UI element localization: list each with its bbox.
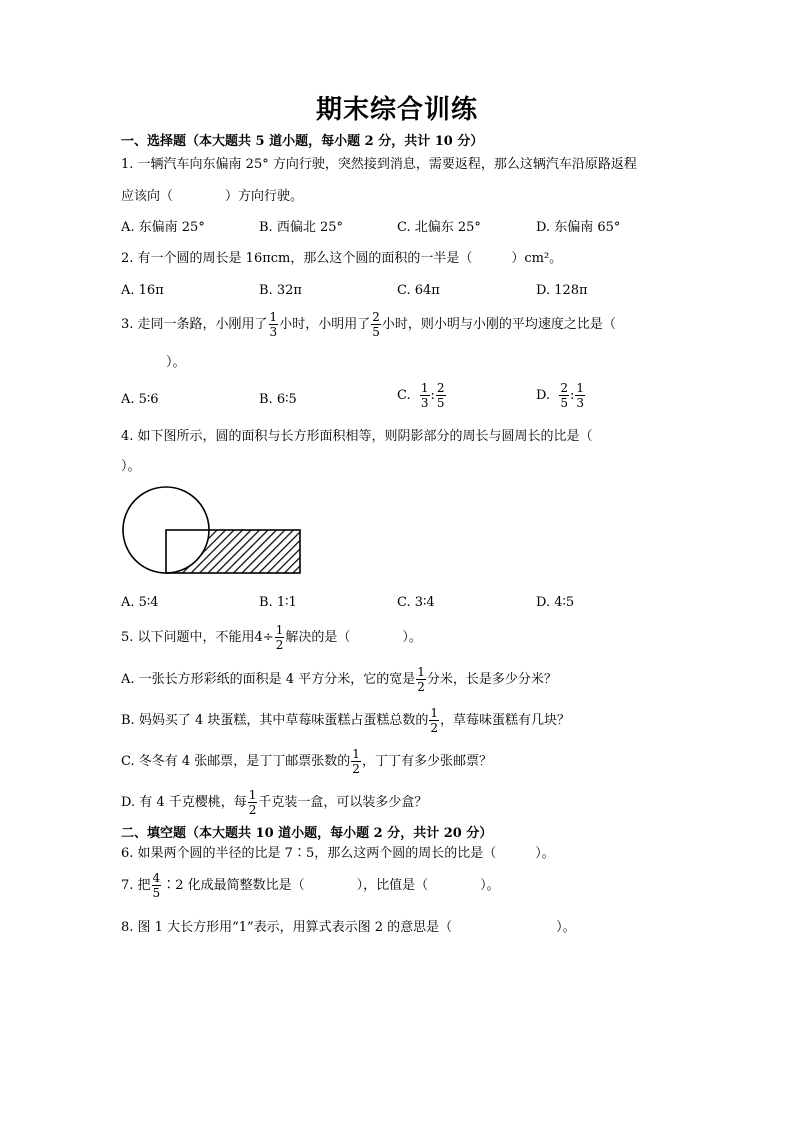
question-4-option-c: C. 3∶4	[397, 595, 435, 610]
fraction-one-half: $\frac{1}{2}$	[275, 623, 284, 652]
question-5-option-b: B. 妈妈买了 4 块蛋糕，其中草莓味蛋糕占蛋糕总数的 $\frac{1}{2}$ ，草莓味蛋糕有几块？	[121, 706, 571, 735]
question-4-line-2: ）。	[121, 459, 141, 474]
question-4-option-a: A. 5∶4	[121, 595, 159, 610]
question-2-option-d: D. 128π	[536, 283, 588, 298]
question-5-option-c: C. 冬冬有 4 张邮票，是丁丁邮票张数的 $\frac{1}{2}$ ，丁丁有多少张邮票？	[121, 747, 492, 776]
fraction-four-fifths: $\frac{4}{5}$	[152, 871, 161, 900]
section-1-heading: 一、选择题（本大题共 5 道小题，每小题 2 分，共计 10 分）	[121, 134, 484, 149]
question-1-option-c: C. 北偏东 25°	[397, 220, 481, 235]
question-3-prefix: 3. 走同一条路，小刚用了	[121, 317, 268, 332]
question-8-text: 8. 图 1 大长方形用“1”表示，用算式表示图 2 的意思是（ ）。	[121, 920, 576, 935]
question-3-option-b: B. 6∶5	[259, 392, 297, 407]
question-2-option-b: B. 32π	[259, 283, 302, 298]
question-7-text: 7. 把 $\frac{4}{5}$ ∶2 化成最简整数比是（ ），比值是（ ）。	[121, 871, 500, 900]
page-title: 期末综合训练	[315, 95, 478, 125]
question-1-option-b: B. 西偏北 25°	[259, 220, 343, 235]
question-1-option-a: A. 东偏南 25°	[121, 220, 205, 235]
question-3-option-a: A. 5∶6	[121, 392, 159, 407]
question-1-line-1: 1. 一辆汽车向东偏南 25° 方向行驶，突然接到消息，需要返程，那么这辆汽车沿原路返程	[121, 157, 637, 172]
question-4-option-b: B. 1∶1	[259, 595, 297, 610]
question-3-line-1	[121, 311, 616, 338]
question-5-text: 5. 以下问题中，不能用4÷ $\frac{1}{2}$ 解决的是（ ）。	[121, 623, 422, 652]
question-4-line-1: 4. 如下图所示，圆的面积与长方形面积相等，则阴影部分的周长与圆周长的比是（	[121, 429, 593, 444]
fraction-one-third: $\frac{1}{3}$	[269, 310, 278, 339]
question-5-option-d: D. 有 4 千克樱桃，每 $\frac{1}{2}$ 千克装一盒，可以装多少盒？	[121, 788, 428, 817]
question-2-option-c: C. 64π	[397, 283, 440, 298]
question-3-line-2: ）。	[140, 355, 186, 370]
question-3-option-c: C. $\frac{1}{3}$ : $\frac{2}{5}$	[397, 381, 445, 410]
question-3-suffix: 小时，则小明与小刚的平均速度之比是（	[381, 317, 616, 332]
circle-rectangle-figure	[118, 484, 308, 580]
question-2-text: 2. 有一个圆的周长是 16πcm，那么这个圆的面积的一半是（ ）cm²。	[121, 251, 563, 266]
question-1-line-2: 应该向（ ）方向行驶。	[121, 189, 304, 204]
question-6-text: 6. 如果两个圆的半径的比是 7∶5，那么这两个圆的周长的比是（ ）。	[121, 846, 555, 861]
question-3-middle: 小时，小明用了	[279, 317, 371, 332]
question-4-option-d: D. 4∶5	[536, 595, 575, 610]
question-2-option-a: A. 16π	[121, 283, 164, 298]
section-2-heading: 二、填空题（本大题共 10 道小题，每小题 2 分，共计 20 分）	[121, 826, 493, 841]
question-3-option-d: D. $\frac{2}{5}$ : $\frac{1}{3}$	[536, 381, 585, 410]
fraction-two-fifths: $\frac{2}{5}$	[372, 310, 380, 339]
question-5-option-a: A. 一张长方形彩纸的面积是 4 平方分米，它的宽是 $\frac{1}{2}$ 分米，长是多少分米？	[121, 665, 557, 694]
question-1-option-d: D. 东偏南 65°	[536, 220, 621, 235]
